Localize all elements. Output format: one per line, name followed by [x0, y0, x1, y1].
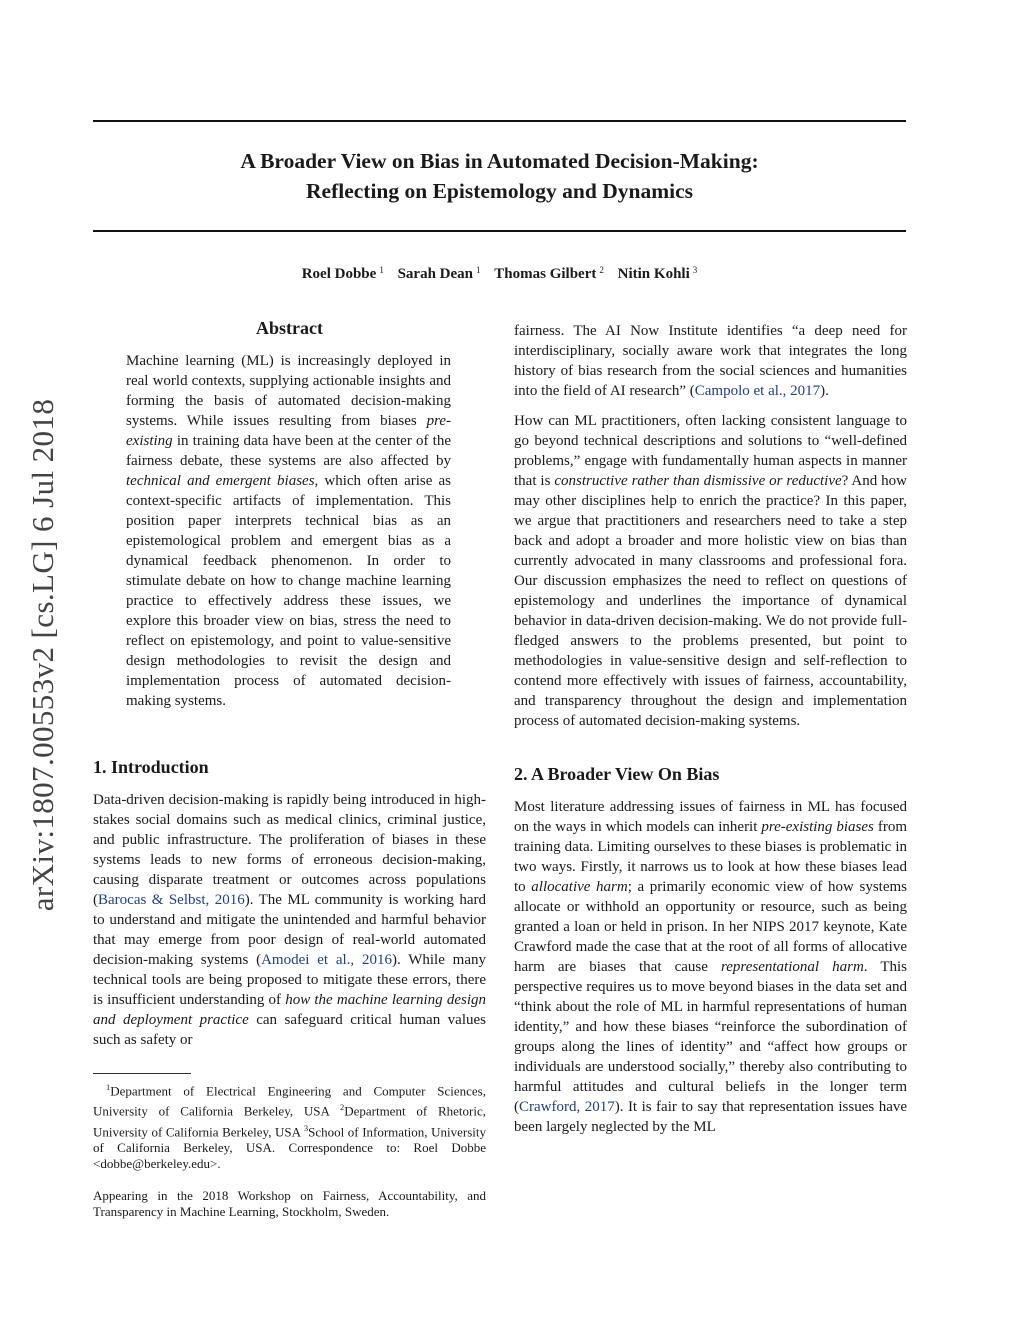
affiliations-footnote: $^1$Department of Electrical Engineering and Computer Sciences, University of California Berkeley, USA $^2$Department of Rhetoric, University of California Berkeley, USA $^3$School of Information, University of California Berkeley, USA. Correspondence to: Roel Dobbe <dobbe@berkeley.edu>. — [93, 1082, 486, 1171]
author-name: Nitin Kohli — [617, 266, 690, 282]
author-affiliation: 1 — [476, 265, 481, 275]
author-affiliation: 2 — [599, 265, 604, 275]
paragraph-research-question: How can ML practitioners, often lacking consistent language to go beyond technical descriptions and solutions to “well-defined problems,” engage with fundamentally human aspects in manner that is constructive rather than dismissive or reductive? And how may other disciplines help to enrich the practice? In this paper, we argue that practitioners and researchers need to take a step back and adopt a broader and more holistic view on bias than currently advocated in many classrooms and professional fora. Our discussion emphasizes the need to reflect on questions of epistemology and underlines the importance of dynamical behavior in data-driven decision-making. We do not provide full-fledged answers to the problems presented, but point to methodologies in value-sensitive design and self-reflection to contend more effectively with issues of fairness, accountability, and transparency throughout the design and implementation process of automated decision-making systems. — [514, 413, 908, 729]
citation-campolo[interactable]: Campolo et al., 2017 — [694, 383, 821, 399]
venue-note: Appearing in the 2018 Workshop on Fairness, Accountability, and Transparency in Machine Learning, Stockholm, Sweden. — [93, 1187, 486, 1219]
author-3 — [494, 266, 604, 282]
author-name: Thomas Gilbert — [494, 266, 597, 282]
author-list — [93, 266, 906, 283]
author-affiliation: 1 — [379, 265, 384, 275]
abstract-text: Machine learning (ML) is increasingly deployed in real world contexts, supplying actionable insights and forming the basis of automated decision-making systems. While issues resulting from biases pre-existing in training data have been at the center of the fairness debate, these systems are also affected by technical and emergent biases, which often arise as context-specific artifacts of implementation. This position paper interprets technical bias as an epistemological problem and emergent bias as a dynamical feedback phenomenon. In order to stimulate debate on how to change machine learning practice to effectively address these issues, we explore this broader view on bias, stress the need to reflect on epistemology, and point to value-sensitive design methodologies to revisit the design and implementation process of automated decision-making systems. — [126, 353, 451, 709]
citation-crawford[interactable]: Crawford, 2017 — [519, 1099, 615, 1115]
section-heading-introduction: 1. Introduction — [93, 757, 209, 777]
abstract-heading: Abstract — [256, 318, 323, 338]
paragraph-broader-view: Most literature addressing issues of fairness in ML has focused on the ways in which models can inherit pre-existing biases from training data. Limiting ourselves to these biases is problematic in two ways. Firstly, it narrows us to look at how these biases lead to allocative harm; a primarily economic view of how systems allocate or withhold an opportunity or resource, such as being granted a loan or held in prison. In her NIPS 2017 keynote, Kate Crawford made the case that at the root of all forms of allocative harm are biases that cause representational harm. This perspective requires us to move beyond biases in the data set and “think about the role of ML in harmful representations of human identity,” and how these biases “reinforce the subordination of groups along the lines of identity” and “affect how groups or individuals are understood socially,” thereby also contributing to harmful attitudes and cultural beliefs in the longer term (Crawford, 2017). It is fair to say that representation issues have been largely neglected by the ML — [514, 799, 908, 1135]
citation-barocas-selbst[interactable]: Barocas & Selbst, 2016 — [98, 892, 245, 908]
right-column — [514, 321, 907, 1137]
title-bottom-rule — [93, 230, 906, 232]
author-affiliation: 3 — [692, 265, 698, 275]
title-line-1: A Broader View on Bias in Automated Decision-Making: — [240, 149, 759, 173]
author-name: Roel Dobbe — [301, 266, 377, 282]
paper-title — [93, 146, 906, 206]
paragraph-ai-now: fairness. The AI Now Institute identifies “a deep need for interdisciplinary, socially aware work that integrates the long history of bias research from the social sciences and humanities into the field of AI research” (Campolo et al., 2017). — [514, 323, 907, 399]
left-column — [93, 318, 486, 1220]
author-1 — [302, 266, 384, 282]
title-line-2: Reflecting on Epistemology and Dynamics — [306, 179, 693, 203]
author-4 — [618, 266, 698, 282]
citation-amodei[interactable]: Amodei et al., 2016 — [261, 952, 392, 968]
section-heading-broader-view: 2. A Broader View On Bias — [514, 764, 720, 784]
author-name: Sarah Dean — [397, 266, 474, 282]
author-2 — [398, 266, 481, 282]
arxiv-identifier: arXiv:1807.00553v2 [cs.LG] 6 Jul 2018 — [25, 398, 60, 912]
introduction-paragraph: Data-driven decision-making is rapidly being introduced in high-stakes social domains such as medical clinics, criminal justice, and public infrastructure. The proliferation of biases in these systems leads to new forms of erroneous decision-making, causing disparate treatment or outcomes across populations (Barocas & Selbst, 2016). The ML community is working hard to understand and mitigate the unintended and harmful behavior that may emerge from poor design of real-world automated decision-making systems (Amodei et al., 2016). While many technical tools are being proposed to mitigate these errors, there is insufficient understanding of how the machine learning design and deployment practice can safeguard critical human values such as safety or — [93, 792, 487, 1048]
footnote-divider — [93, 1073, 191, 1074]
title-top-rule — [93, 120, 906, 122]
